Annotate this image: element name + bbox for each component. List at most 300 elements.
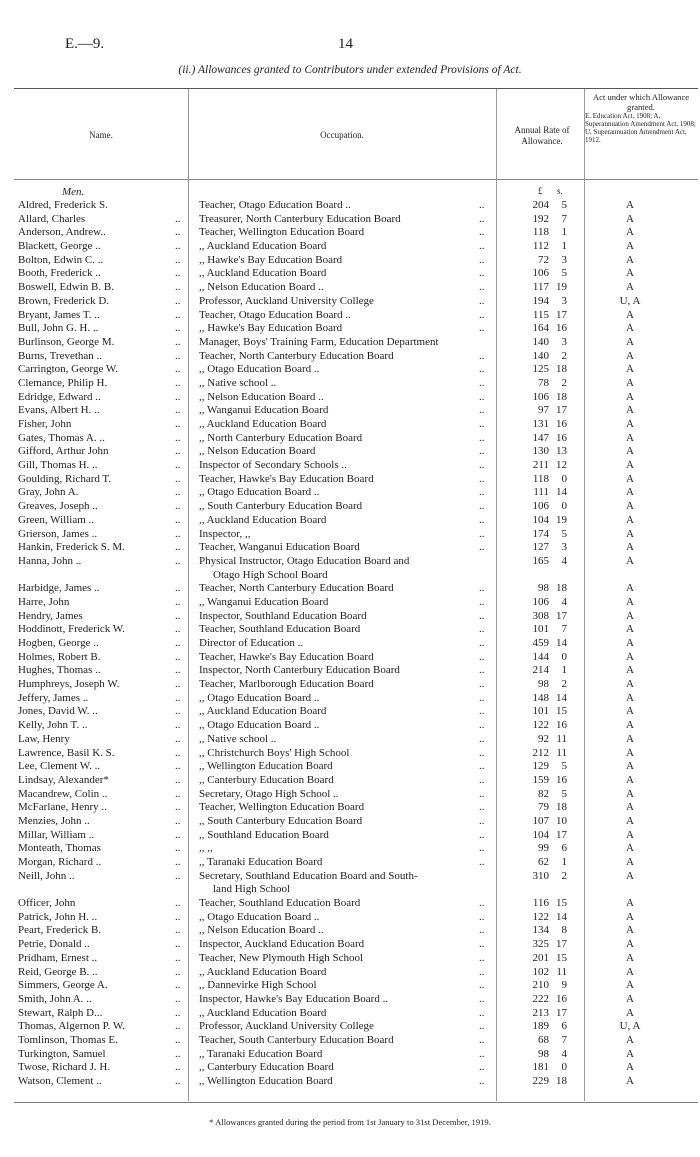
row-occupation: Secretary, Southland Education Board and South- (199, 869, 418, 882)
row-leader-dots: .. (175, 308, 181, 321)
row-rate-pounds: 174 (532, 527, 549, 540)
row-leader-dots: .. (175, 1006, 181, 1019)
row-act: A (626, 691, 634, 704)
row-leader-dots: .. (479, 527, 485, 540)
row-occupation: Inspector, North Canterbury Education Board (199, 664, 400, 677)
row-occupation: Treasurer, North Canterbury Education Board (199, 212, 401, 225)
row-rate-shillings: 7 (561, 212, 567, 225)
row-act: A (626, 240, 634, 253)
row-name: Blackett, George .. (18, 240, 101, 253)
row-rate-shillings: 5 (561, 527, 567, 540)
row-occupation: ,, Auckland Education Board (199, 513, 327, 526)
row-rate-shillings: 3 (561, 541, 567, 554)
row-leader-dots: .. (175, 938, 181, 951)
row-name: Holmes, Robert B. (18, 650, 101, 663)
row-occupation: Secretary, Otago High School .. (199, 787, 339, 800)
row-act: A (626, 705, 634, 718)
row-act: A (626, 199, 634, 211)
table-row (0, 240, 700, 254)
table-row (0, 623, 700, 637)
row-rate-shillings: 15 (556, 951, 567, 964)
table-row (0, 719, 700, 733)
row-name: Patrick, John H. .. (18, 910, 98, 923)
row-rate-pounds: 129 (532, 760, 549, 773)
row-name: Bull, John G. H. .. (18, 322, 99, 335)
row-rate-shillings: 19 (556, 281, 567, 294)
table-row (0, 870, 700, 897)
page-number: 14 (338, 36, 353, 52)
row-act: A (626, 267, 634, 280)
row-rate-pounds: 125 (532, 363, 549, 376)
row-rate-pounds: 118 (532, 472, 549, 485)
row-leader-dots: .. (175, 842, 181, 855)
table-row (0, 678, 700, 692)
table-row (0, 815, 700, 829)
row-name: Morgan, Richard .. (18, 856, 102, 869)
row-leader-dots: .. (175, 376, 181, 389)
row-name: Harbidge, James .. (18, 582, 100, 595)
row-leader-dots: .. (175, 705, 181, 718)
row-occupation: Teacher, Hawke's Bay Education Board (199, 472, 374, 485)
row-occupation: Teacher, Wellington Education Board (199, 226, 365, 239)
row-leader-dots: .. (479, 472, 485, 485)
row-name: Officer, John (18, 897, 76, 910)
row-rate-pounds: 130 (532, 445, 549, 458)
column-header-annual-rate: Annual Rate of Allowance. (514, 125, 570, 146)
row-act: A (626, 1047, 634, 1060)
table-row (0, 705, 700, 719)
row-leader-dots: .. (479, 294, 485, 307)
table-row (0, 336, 700, 350)
row-rate-pounds: 194 (532, 294, 549, 307)
row-rate-shillings: 16 (556, 992, 567, 1005)
table-row (0, 842, 700, 856)
table-row (0, 924, 700, 938)
row-rate-pounds: 122 (532, 719, 549, 732)
row-rate-shillings: 18 (556, 363, 567, 376)
table-row (0, 966, 700, 980)
row-leader-dots: .. (175, 691, 181, 704)
row-act: A (626, 951, 634, 964)
row-occupation: Director of Education .. (199, 637, 304, 650)
row-rate-shillings: 6 (561, 842, 567, 855)
row-leader-dots: .. (175, 814, 181, 827)
row-leader-dots: .. (175, 1061, 181, 1074)
row-name: Evans, Albert H. .. (18, 404, 100, 417)
row-act: A (626, 212, 634, 225)
row-name: Clemance, Philip H. (18, 376, 108, 389)
row-act: A (626, 308, 634, 321)
row-name: Jones, David W. .. (18, 705, 98, 718)
row-leader-dots: .. (479, 212, 485, 225)
table-row (0, 856, 700, 870)
row-rate-shillings: 16 (556, 773, 567, 786)
row-leader-dots: .. (479, 541, 485, 554)
row-rate-pounds: 112 (532, 240, 549, 253)
row-leader-dots: .. (479, 897, 485, 910)
row-rate-pounds: 213 (532, 1006, 549, 1019)
row-rate-shillings: 5 (561, 267, 567, 280)
row-act: A (626, 801, 634, 814)
row-leader-dots: .. (479, 814, 485, 827)
row-act: A (626, 992, 634, 1005)
row-leader-dots: .. (175, 1047, 181, 1060)
table-row (0, 774, 700, 788)
table-subtitle: (ii.) Allowances granted to Contributors under extended Provisions of Act. (178, 64, 522, 76)
row-act: A (626, 828, 634, 841)
row-leader-dots: .. (175, 678, 181, 691)
row-leader-dots: .. (479, 787, 485, 800)
table-row (0, 938, 700, 952)
row-rate-shillings: 5 (561, 787, 567, 800)
row-rate-pounds: 92 (538, 732, 549, 745)
row-rate-pounds: 192 (532, 212, 549, 225)
row-name: Aldred, Frederick S. (18, 199, 108, 211)
row-leader-dots: .. (479, 240, 485, 253)
row-leader-dots: .. (479, 650, 485, 663)
row-rate-shillings: 12 (556, 459, 567, 472)
row-leader-dots: .. (175, 459, 181, 472)
header-bottom-rule (14, 179, 698, 180)
row-rate-pounds: 214 (532, 664, 549, 677)
row-leader-dots: .. (479, 637, 485, 650)
row-leader-dots: .. (479, 664, 485, 677)
row-rate-shillings: 13 (556, 445, 567, 458)
row-rate-shillings: 14 (556, 910, 567, 923)
row-name: McFarlane, Henry .. (18, 801, 107, 814)
table-row (0, 404, 700, 418)
row-leader-dots: .. (175, 664, 181, 677)
table-row (0, 350, 700, 364)
row-name: Green, William .. (18, 513, 95, 526)
row-act: A (626, 897, 634, 910)
row-rate-shillings: 16 (556, 418, 567, 430)
page-header-reference: E.—9. (65, 36, 105, 52)
row-occupation: Teacher, North Canterbury Education Board (199, 349, 394, 362)
row-act: U, A (619, 1020, 641, 1033)
row-rate-pounds: 181 (532, 1061, 549, 1074)
row-leader-dots: .. (479, 1075, 485, 1088)
act-header-title: Act under which Allowance granted. (592, 92, 690, 112)
row-rate-shillings: 17 (556, 308, 567, 321)
row-act: A (626, 376, 634, 389)
table-row (0, 500, 700, 514)
row-rate-shillings: 5 (561, 199, 567, 211)
row-name: Macandrew, Colin .. (18, 787, 108, 800)
row-rate-shillings: 1 (561, 240, 567, 253)
row-name: Allard, Charles (18, 212, 86, 225)
row-leader-dots: .. (479, 773, 485, 786)
table-row (0, 801, 700, 815)
row-act: A (626, 404, 634, 417)
row-act: A (626, 938, 634, 951)
row-rate-shillings: 5 (561, 760, 567, 773)
row-occupation: ,, Otago Education Board .. (199, 691, 320, 704)
row-rate-pounds: 102 (532, 965, 549, 978)
row-leader-dots: .. (175, 1075, 181, 1088)
row-rate-shillings: 0 (561, 500, 567, 513)
table-row (0, 213, 700, 227)
row-rate-pounds: 212 (532, 746, 549, 759)
row-rate-pounds: 68 (538, 1033, 549, 1046)
row-rate-shillings: 18 (556, 1075, 567, 1088)
row-act: A (626, 500, 634, 513)
row-occupation: ,, South Canterbury Education Board (199, 814, 363, 827)
row-act: A (626, 814, 634, 827)
row-leader-dots: .. (175, 527, 181, 540)
row-rate-shillings: 15 (556, 705, 567, 718)
row-act: A (626, 390, 634, 403)
table-row (0, 610, 700, 624)
row-leader-dots: .. (479, 992, 485, 1005)
row-rate-pounds: 210 (532, 979, 549, 992)
row-leader-dots: .. (479, 691, 485, 704)
row-rate-shillings: 2 (561, 869, 567, 882)
row-occupation: ,, Auckland Education Board (199, 418, 327, 430)
row-rate-shillings: 7 (561, 1033, 567, 1046)
row-rate-shillings: 17 (556, 1006, 567, 1019)
row-act: A (626, 842, 634, 855)
row-occupation: Inspector, ,, (199, 527, 251, 540)
row-occupation: ,, Wanganui Education Board (199, 404, 329, 417)
row-occupation: ,, Auckland Education Board (199, 965, 327, 978)
row-leader-dots: .. (479, 842, 485, 855)
row-rate-shillings: 8 (561, 924, 567, 937)
row-name: Kelly, John T. .. (18, 719, 88, 732)
row-rate-pounds: 98 (538, 678, 549, 691)
row-leader-dots: .. (479, 705, 485, 718)
row-name: Watson, Clement .. (18, 1075, 102, 1088)
row-rate-shillings: 10 (556, 814, 567, 827)
row-leader-dots: .. (175, 992, 181, 1005)
row-leader-dots: .. (479, 431, 485, 444)
row-occupation: ,, Auckland Education Board (199, 267, 327, 280)
row-name: Hankin, Frederick S. M. (18, 541, 125, 554)
row-leader-dots: .. (175, 924, 181, 937)
table-row (0, 760, 700, 774)
row-rate-pounds: 144 (532, 650, 549, 663)
row-rate-shillings: 3 (561, 335, 567, 348)
row-act: A (626, 445, 634, 458)
table-row (0, 267, 700, 281)
row-rate-pounds: 104 (532, 513, 549, 526)
row-name: Millar, William .. (18, 828, 95, 841)
table-row (0, 363, 700, 377)
row-rate-pounds: 106 (532, 595, 549, 608)
row-rate-pounds: 116 (532, 897, 549, 910)
row-leader-dots: .. (175, 595, 181, 608)
table-row (0, 788, 700, 802)
row-occupation: Inspector of Secondary Schools .. (199, 459, 347, 472)
row-leader-dots: .. (175, 500, 181, 513)
row-name: Burlinson, George M. (18, 335, 115, 348)
row-leader-dots: .. (479, 226, 485, 239)
table-row (0, 911, 700, 925)
row-rate-shillings: 3 (561, 253, 567, 266)
row-leader-dots: .. (175, 910, 181, 923)
table-row (0, 1020, 700, 1034)
row-rate-pounds: 140 (532, 349, 549, 362)
row-occupation: Teacher, Southland Education Board (199, 623, 361, 636)
row-act: A (626, 1075, 634, 1088)
row-leader-dots: .. (479, 965, 485, 978)
row-act: A (626, 787, 634, 800)
row-occupation: Inspector, Southland Education Board (199, 609, 367, 622)
row-name: Gifford, Arthur John (18, 445, 109, 458)
column-header-name: Name. (89, 130, 113, 140)
row-occupation: ,, Otago Education Board .. (199, 486, 320, 499)
row-act: A (626, 349, 634, 362)
row-act: A (626, 527, 634, 540)
row-occupation: ,, Auckland Education Board (199, 705, 327, 718)
table-row (0, 979, 700, 993)
row-rate-pounds: 229 (532, 1075, 549, 1088)
row-rate-pounds: 147 (532, 431, 549, 444)
row-act: A (626, 965, 634, 978)
row-leader-dots: .. (479, 910, 485, 923)
row-name: Thomas, Algernon P. W. (18, 1020, 125, 1033)
row-rate-pounds: 325 (532, 938, 549, 951)
table-row (0, 445, 700, 459)
row-leader-dots: .. (175, 828, 181, 841)
row-rate-shillings: 2 (561, 678, 567, 691)
row-act: A (626, 760, 634, 773)
act-header-legend: E. Education Act, 1908; A, Superannuation Amendment Act, 1908; U, Superannuation Amendment Act, 1912. (585, 112, 696, 144)
row-occupation: ,, Christchurch Boys' High School (199, 746, 350, 759)
row-leader-dots: .. (479, 1020, 485, 1033)
row-rate-pounds: 78 (538, 376, 549, 389)
row-rate-pounds: 106 (532, 267, 549, 280)
row-act: A (626, 637, 634, 650)
row-rate-pounds: 111 (533, 486, 549, 499)
row-rate-pounds: 98 (538, 1047, 549, 1060)
row-rate-shillings: 16 (556, 431, 567, 444)
table-top-rule (14, 88, 698, 89)
row-act: A (626, 541, 634, 554)
row-act: A (626, 459, 634, 472)
row-act: A (626, 609, 634, 622)
row-act: A (626, 664, 634, 677)
row-name: Burns, Trevethan .. (18, 349, 103, 362)
row-leader-dots: .. (175, 294, 181, 307)
row-occupation: Teacher, Wanganui Education Board (199, 541, 360, 554)
row-occupation: ,, Otago Education Board .. (199, 910, 320, 923)
row-name: Hoddinott, Frederick W. (18, 623, 125, 636)
row-name: Lawrence, Basil K. S. (18, 746, 115, 759)
table-row (0, 459, 700, 473)
row-leader-dots: .. (479, 267, 485, 280)
allowance-table-body (0, 199, 700, 1089)
table-row (0, 377, 700, 391)
row-act: A (626, 472, 634, 485)
row-leader-dots: .. (175, 431, 181, 444)
row-occupation: ,, Canterbury Education Board (199, 1061, 334, 1074)
table-row (0, 473, 700, 487)
row-rate-shillings: 17 (556, 828, 567, 841)
row-occupation: Teacher, Otago Education Board .. (199, 308, 351, 321)
row-leader-dots: .. (175, 801, 181, 814)
row-leader-dots: .. (175, 719, 181, 732)
row-occupation: Teacher, New Plymouth High School (199, 951, 364, 964)
row-occupation: ,, Native school .. (199, 732, 277, 745)
row-rate-shillings: 18 (556, 390, 567, 403)
row-rate-pounds: 97 (538, 404, 549, 417)
row-rate-pounds: 201 (532, 951, 549, 964)
row-name: Hanna, John .. (18, 554, 82, 567)
table-row (0, 637, 700, 651)
row-act: A (626, 678, 634, 691)
table-row (0, 199, 700, 213)
row-occupation: Professor, Auckland University College (199, 294, 374, 307)
row-leader-dots: .. (479, 801, 485, 814)
row-rate-shillings: 17 (556, 609, 567, 622)
row-leader-dots: .. (175, 1020, 181, 1033)
row-leader-dots: .. (175, 979, 181, 992)
row-rate-pounds: 310 (532, 869, 549, 882)
row-leader-dots: .. (479, 951, 485, 964)
row-act: A (626, 486, 634, 499)
table-row (0, 596, 700, 610)
row-name: Twose, Richard J. H. (18, 1061, 111, 1074)
row-leader-dots: .. (175, 1033, 181, 1046)
row-rate-pounds: 106 (532, 500, 549, 513)
table-row (0, 254, 700, 268)
row-occupation: ,, Nelson Education Board .. (199, 281, 324, 294)
row-leader-dots: .. (175, 897, 181, 910)
row-leader-dots: .. (175, 582, 181, 595)
row-name: Lindsay, Alexander* (18, 773, 109, 786)
row-leader-dots: .. (175, 623, 181, 636)
row-occupation: ,, Nelson Education Board .. (199, 390, 324, 403)
row-name: Hendry, James (18, 609, 83, 622)
row-occupation: Teacher, Marlborough Education Board (199, 678, 374, 691)
row-name: Petrie, Donald .. (18, 938, 90, 951)
row-name: Goulding, Richard T. (18, 472, 112, 485)
row-rate-shillings: 9 (561, 979, 567, 992)
row-occupation: ,, ,, (199, 842, 213, 855)
row-leader-dots: .. (479, 746, 485, 759)
row-leader-dots: .. (175, 746, 181, 759)
row-rate-shillings: 1 (561, 664, 567, 677)
row-leader-dots: .. (479, 486, 485, 499)
row-act: A (626, 363, 634, 376)
row-leader-dots: .. (479, 924, 485, 937)
row-occupation: ,, South Canterbury Education Board (199, 500, 363, 513)
table-row (0, 829, 700, 843)
row-act: A (626, 746, 634, 759)
row-rate-pounds: 106 (532, 390, 549, 403)
row-rate-pounds: 101 (532, 705, 549, 718)
row-rate-pounds: 459 (532, 637, 549, 650)
row-act: A (626, 650, 634, 663)
table-row (0, 391, 700, 405)
row-rate-shillings: 16 (556, 719, 567, 732)
row-act: A (626, 979, 634, 992)
row-rate-shillings: 4 (561, 1047, 567, 1060)
row-name: Neill, John .. (18, 869, 75, 882)
row-rate-pounds: 104 (532, 828, 549, 841)
table-row (0, 1007, 700, 1021)
row-occupation-continued: Otago High School Board (213, 568, 328, 581)
shillings-symbol: s. (557, 186, 563, 196)
row-rate-pounds: 107 (532, 814, 549, 827)
row-occupation: ,, Dannevirke High School (199, 979, 317, 992)
row-name: Tomlinson, Thomas E. (18, 1033, 118, 1046)
row-name: Pridham, Ernest .. (18, 951, 98, 964)
column-header-act (585, 92, 697, 144)
row-act: A (626, 253, 634, 266)
row-leader-dots: .. (479, 856, 485, 869)
